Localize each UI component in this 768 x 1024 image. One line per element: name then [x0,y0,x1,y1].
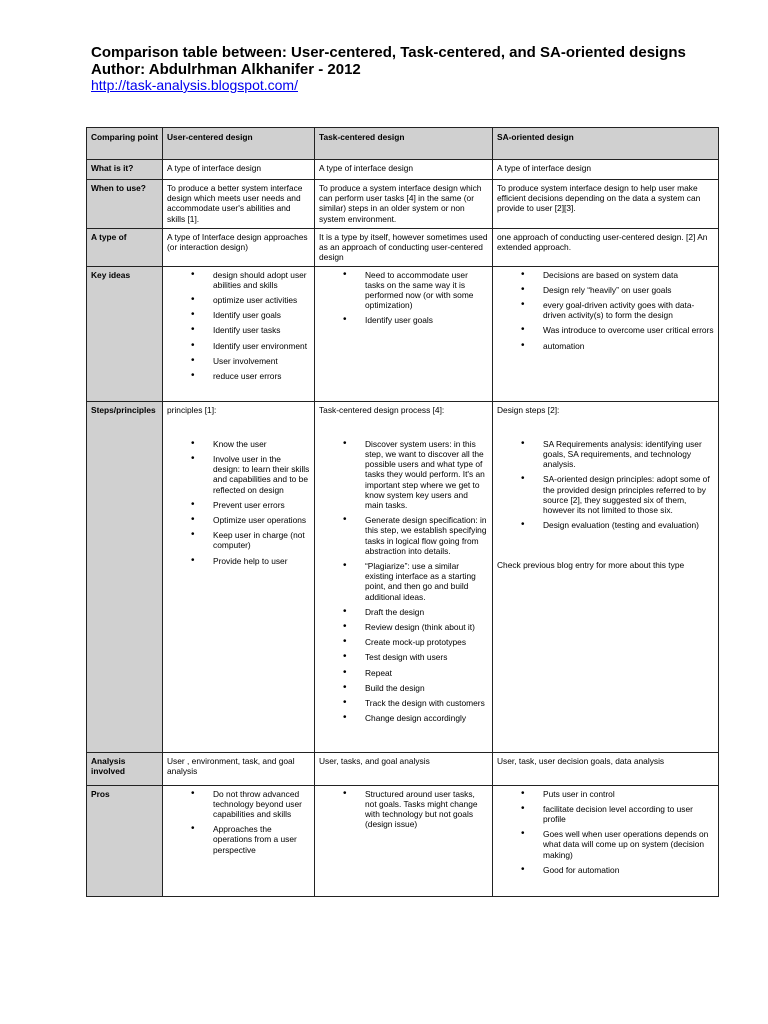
header-task-centered: Task-centered design [315,128,493,160]
list-item: • Good for automation [497,865,714,875]
header-user-centered: User-centered design [163,128,315,160]
row-label: What is it? [87,160,163,180]
list-item: • Keep user in charge (not computer) [167,530,310,550]
list-item: • Decisions are based on system data [497,270,714,280]
row-key-ideas [87,266,719,401]
list-item: • Goes well when user operations depends on what data will come up on system (decision making) [497,829,714,860]
list-item: • SA Requirements analysis: identifying user goals, SA requirements, and technology analysis. [497,439,714,470]
row-label: Analysis involved [87,752,163,785]
author-line: Author: Abdulrhman Alkhanifer - 2012 [91,61,361,78]
cell-user: User , environment, task, and goal analysis [163,752,315,785]
list-item: • Identify user goals [167,310,310,320]
list-item: • facilitate decision level according to user profile [497,804,714,824]
cell-user: A type of Interface design approaches (or interaction design) [163,229,315,267]
bullet-list [497,439,714,531]
list-item: • Discover system users: in this step, we want to discover all the possible users and what type of tasks they would perform. It's an important step where we get to know system key users and main tasks. [319,439,488,510]
list-item: • Identify user tasks [167,325,310,335]
row-when-to-use [87,180,719,229]
bullet-list [167,270,310,382]
list-item: • SA-oriented design principles: adopt some of the provided design principles referred to by source [2], they suggested six of them, however its not limited to those six. [497,474,714,515]
row-label: When to use? [87,180,163,229]
cell-sa: To produce system interface design to help user make efficient decisions depending on the data a system can provide to user [2][3]. [493,180,719,229]
list-item: • Draft the design [319,607,488,617]
cell-user: To produce a better system interface design which meets user needs and accommodate user's abilities and skills [1]. [163,180,315,229]
list-item: • Structured around user tasks, not goals. Tasks might change with technology but not goals (design issue) [319,789,488,830]
list-item: • Know the user [167,439,310,449]
list-item: • Review design (think about it) [319,622,488,632]
cell-user: A type of interface design [163,160,315,180]
list-item: • design should adopt user abilities and skills [167,270,310,290]
row-steps-principles [87,401,719,752]
row-what-is-it [87,160,719,180]
cell-user [163,266,315,401]
list-item: • automation [497,341,714,351]
row-label: Key ideas [87,266,163,401]
row-label: Pros [87,785,163,896]
row-pros [87,785,719,896]
list-item: • every goal-driven activity goes with data-driven activity(s) to form the design [497,300,714,320]
row-label: A type of [87,229,163,267]
comparison-table [86,127,719,897]
list-item: • Was introduce to overcome user critical errors [497,325,714,335]
list-item: • Optimize user operations [167,515,310,525]
row-analysis-involved [87,752,719,785]
cell-task [315,266,493,401]
steps-intro: Task-centered design process [4]: [319,404,445,415]
steps-intro: Design steps [2]: [497,404,560,415]
list-item: • User involvement [167,356,310,366]
bullet-list [497,789,714,875]
cell-user [163,785,315,896]
list-item: • Provide help to user [167,556,310,566]
list-item: • Prevent user errors [167,500,310,510]
list-item: • Track the design with customers [319,698,488,708]
list-item: • Identify user goals [319,315,488,325]
list-item: • Build the design [319,683,488,693]
list-item: • Do not throw advanced technology beyond user capabilities and skills [167,789,310,820]
bullet-list [319,439,488,724]
header-comparing-point: Comparing point [87,128,163,160]
bullet-list [319,270,488,326]
blog-link[interactable]: http://task-analysis.blogspot.com/ [91,77,298,93]
list-item: • Puts user in control [497,789,714,799]
page-title: Comparison table between: User-centered, Task-centered, and SA-oriented designs [91,44,686,61]
list-item: • Generate design specification: in this step, we establish specifying tasks in logical flow going from abstraction into details. [319,515,488,556]
cell-user [163,401,315,752]
list-item: • Repeat [319,668,488,678]
row-a-type-of [87,229,719,267]
list-item: • Change design accordingly [319,713,488,723]
cell-sa [493,785,719,896]
cell-task [315,785,493,896]
list-item: • Design evaluation (testing and evaluation) [497,520,714,530]
cell-sa [493,401,719,752]
list-item: • Identify user environment [167,341,310,351]
list-item: • Design rely “heavily” on user goals [497,285,714,295]
bullet-list [497,270,714,351]
steps-note: Check previous blog entry for more about this type [497,560,685,571]
list-item: • Test design with users [319,652,488,662]
cell-sa: one approach of conducting user-centered design. [2] An extended approach. [493,229,719,267]
cell-task: To produce a system interface design which can perform user tasks [4] in the same (or similar) steps in an older system or non system environment. [315,180,493,229]
header-sa-oriented: SA-oriented design [493,128,719,160]
cell-task: It is a type by itself, however sometimes used as an approach of conducting user-centered design [315,229,493,267]
cell-sa [493,266,719,401]
list-item: • reduce user errors [167,371,310,381]
steps-intro: principles [1]: [167,404,217,415]
table-header-row [87,128,719,160]
cell-sa: User, task, user decision goals, data analysis [493,752,719,785]
cell-task: User, tasks, and goal analysis [315,752,493,785]
cell-task: A type of interface design [315,160,493,180]
row-label: Steps/principles [87,401,163,752]
list-item: • optimize user activities [167,295,310,305]
cell-task [315,401,493,752]
cell-sa: A type of interface design [493,160,719,180]
bullet-list [167,789,310,855]
list-item: • “Plagiarize”: use a similar existing interface as a starting point, and then go and build additional ideas. [319,561,488,602]
bullet-list [319,789,488,830]
list-item: • Approaches the operations from a user perspective [167,824,310,855]
bullet-list [167,439,310,566]
list-item: • Create mock-up prototypes [319,637,488,647]
list-item: • Need to accommodate user tasks on the same way it is performed now (or with some optimization) [319,270,488,311]
list-item: • Involve user in the design: to learn their skills and capabilities and to be reflected on design [167,454,310,495]
